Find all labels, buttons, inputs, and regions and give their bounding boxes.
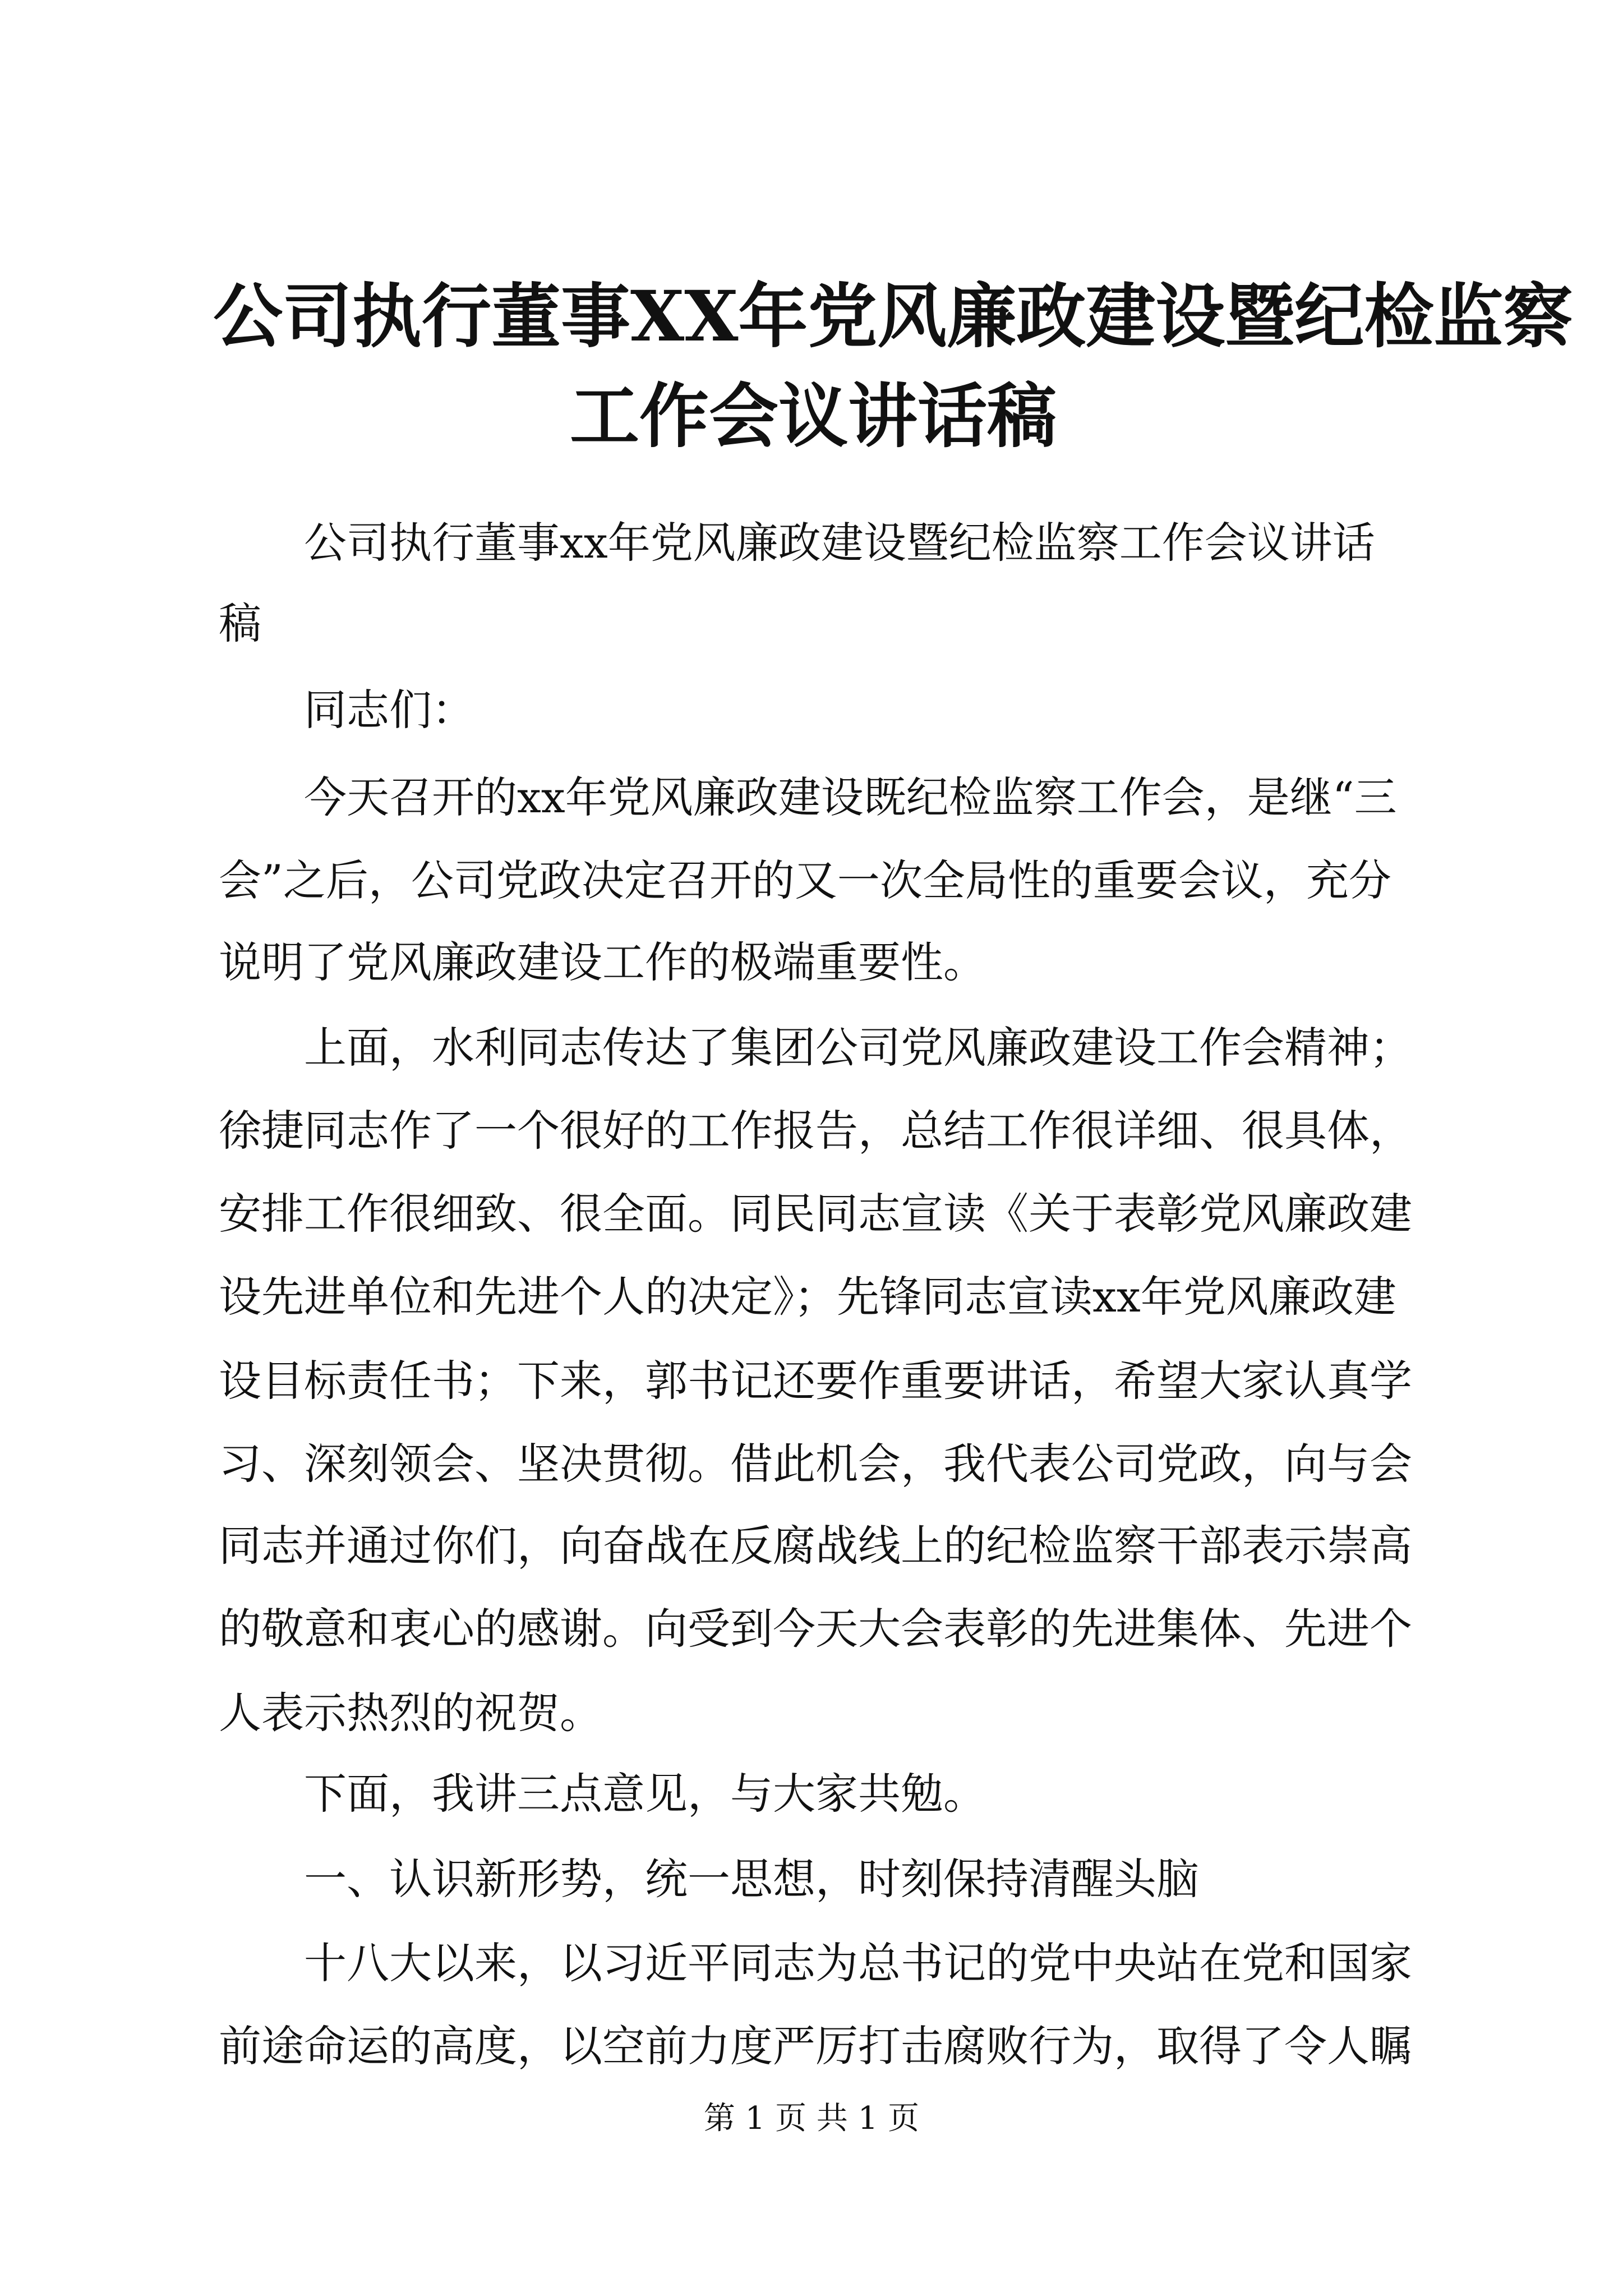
body-line: 前途命运的高度，以空前力度严厉打击腐败行为，取得了令人瞩	[219, 2021, 1412, 2071]
body-line: 说明了党风廉政建设工作的极端重要性。	[219, 937, 986, 987]
body-line: 一、认识新形势，统一思想，时刻保持清醒头脑	[219, 1854, 1199, 1904]
body-line: 习、深刻领会、坚决贯彻。借此机会，我代表公司党政，向与会	[219, 1439, 1412, 1489]
body-line: 上面，水利同志传达了集团公司党风廉政建设工作会精神；	[219, 1023, 1412, 1073]
document-title-line-1: 公司执行董事XX年党风廉政建设暨纪检监察	[213, 276, 1573, 357]
body-line: 安排工作很细致、很全面。同民同志宣读《关于表彰党风廉政建	[219, 1189, 1412, 1239]
body-line: 同志们：	[219, 685, 474, 735]
page-footer: 第 1 页 共 1 页	[703, 2100, 920, 2137]
body-line: 会”之后，公司党政决定召开的又一次全局性的重要会议，充分	[219, 855, 1391, 905]
document-title-line-2: 工作会议讲话稿	[569, 376, 1057, 457]
body-line: 下面，我讲三点意见，与大家共勉。	[219, 1769, 986, 1819]
body-line: 同志并通过你们，向奋战在反腐战线上的纪检监察干部表示崇高	[219, 1521, 1412, 1571]
body-line: 稿	[219, 599, 261, 648]
body-line: 十八大以来，以习近平同志为总书记的党中央站在党和国家	[219, 1938, 1412, 1988]
body-line: 设先进单位和先进个人的决定》；先锋同志宣读xx年党风廉政建	[219, 1272, 1396, 1322]
body-line: 设目标责任书；下来，郭书记还要作重要讲话，希望大家认真学	[219, 1356, 1412, 1406]
body-line: 今天召开的xx年党风廉政建设既纪检监察工作会，是继“三	[219, 772, 1397, 822]
body-line: 的敬意和衷心的感谢。向受到今天大会表彰的先进集体、先进个	[219, 1604, 1412, 1654]
body-line: 人表示热烈的祝贺。	[219, 1688, 602, 1738]
body-line: 公司执行董事xx年党风廉政建设暨纪检监察工作会议讲话	[219, 518, 1375, 568]
body-line: 徐捷同志作了一个很好的工作报告，总结工作很详细、很具体，	[219, 1106, 1412, 1156]
